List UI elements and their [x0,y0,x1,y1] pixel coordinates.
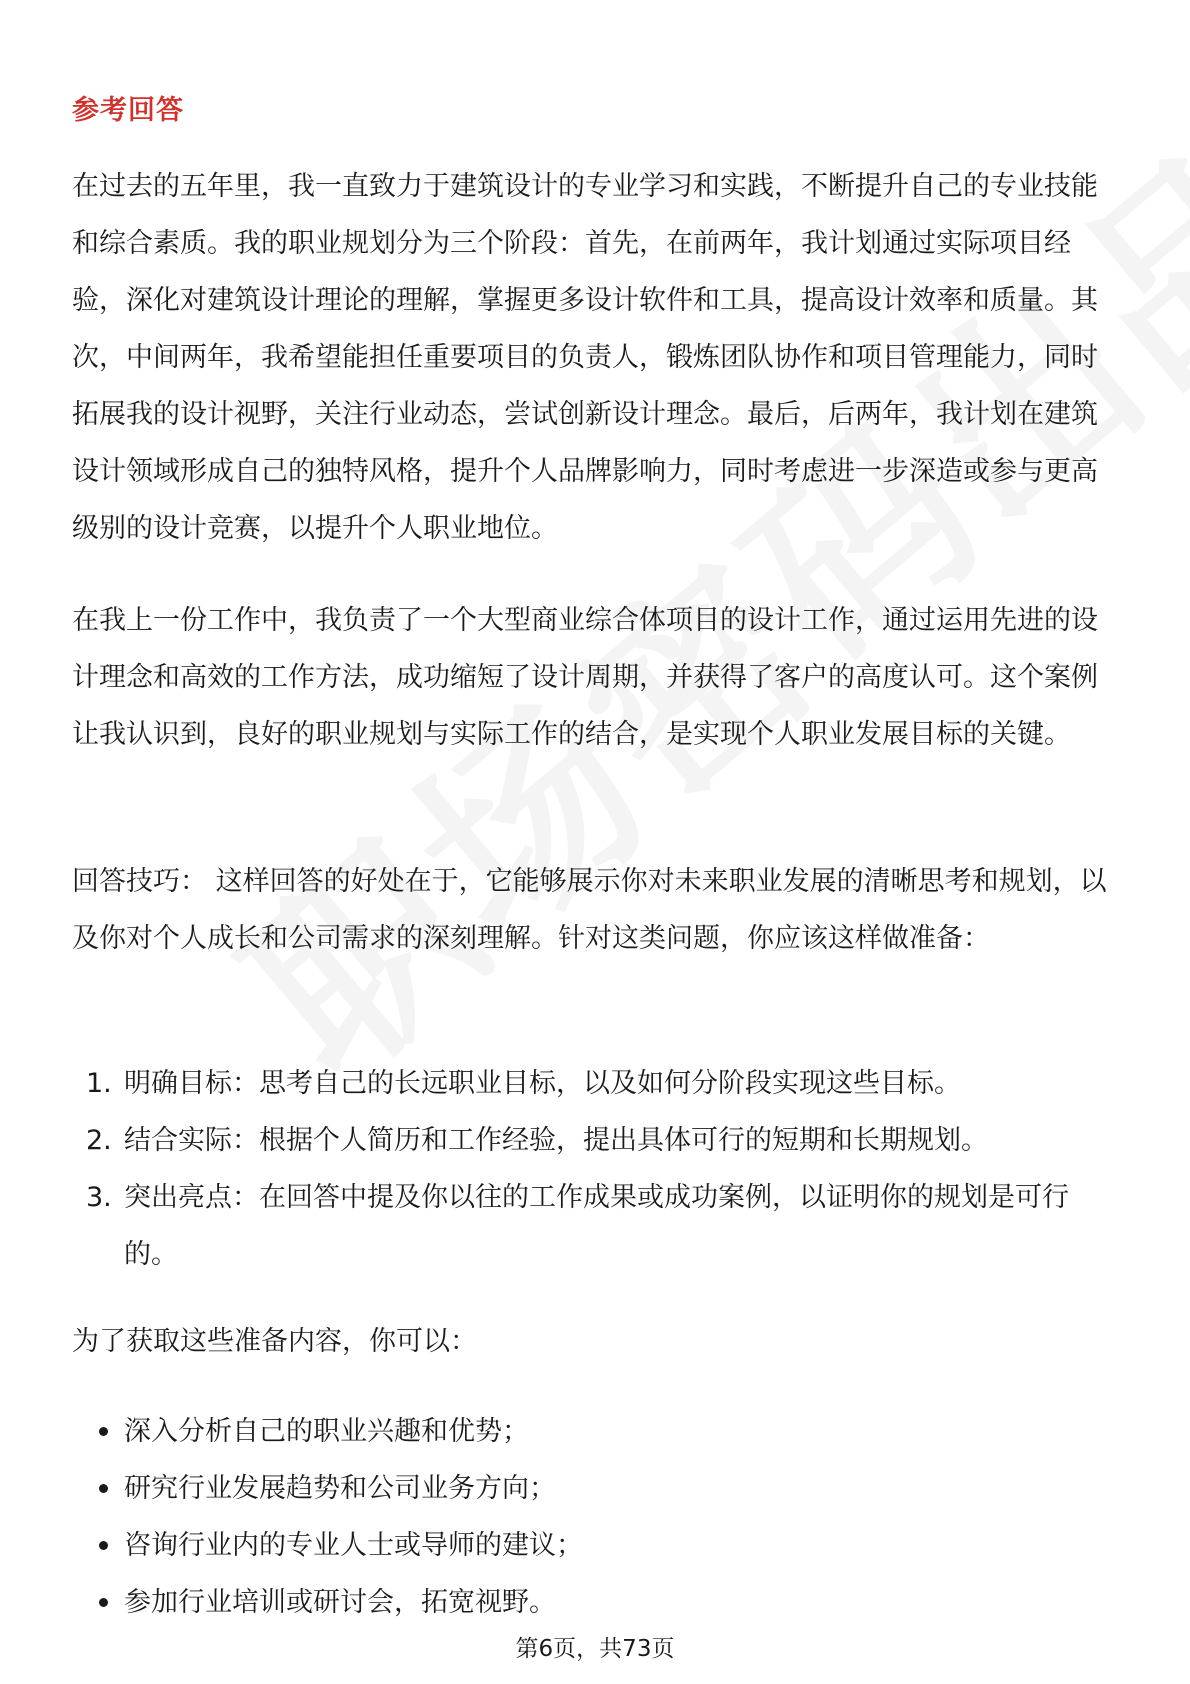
list-item-text: 突出亮点：在回答中提及你以往的工作成果或成功案例，以证明你的规划是可行的。 [124,1182,1069,1270]
list-item [72,1574,1120,1631]
preparation-methods-list [72,1403,1120,1631]
list-number: 1. [86,1068,112,1099]
bullet-icon [99,1484,108,1493]
list-item [72,1055,1120,1112]
list-number: 3. [86,1182,112,1213]
page-number-footer: 第6页，共73页 [515,1636,675,1662]
list-item [72,1112,1120,1169]
list-item-text: 明确目标：思考自己的长远职业目标，以及如何分阶段实现这些目标。 [124,1068,961,1099]
section-heading: 参考回答 [72,95,184,126]
list-item-text: 咨询行业内的专业人士或导师的建议； [124,1530,583,1561]
list-item-text: 深入分析自己的职业兴趣和优势； [124,1416,529,1447]
list-item-text: 参加行业培训或研讨会，拓宽视野。 [124,1587,556,1618]
answer-paragraph-1: 在过去的五年里，我一直致力于建筑设计的专业学习和实践，不断提升自己的专业技能和综合素质。我的职业规划分为三个阶段：首先，在前两年，我计划通过实际项目经验，深化对建筑设计理论的理解，掌握更多设计软件和工具，提高设计效率和质量。其次，中间两年，我希望能担任重要项目的负责人，锻炼团队协作和项目管理能力，同时拓展我的设计视野，关注行业动态，尝试创新设计理念。最后，后两年，我计划在建筑设计领域形成自己的独特风格，提升个人品牌影响力，同时考虑进一步深造或参与更高级别的设计竞赛，以提升个人职业地位。 [72,171,1098,544]
preparation-intro-paragraph: 为了获取这些准备内容，你可以： [72,1326,477,1357]
list-item [72,1460,1120,1517]
bullet-icon [99,1541,108,1550]
list-item [72,1517,1120,1574]
list-item [72,1169,1120,1283]
list-item-text: 研究行业发展趋势和公司业务方向； [124,1473,556,1504]
list-item [72,1403,1120,1460]
answer-paragraph-2: 在我上一份工作中，我负责了一个大型商业综合体项目的设计工作，通过运用先进的设计理念和高效的工作方法，成功缩短了设计周期，并获得了客户的高度认可。这个案例让我认识到，良好的职业规划与实际工作的结合，是实现个人职业发展目标的关键。 [72,605,1098,750]
list-number: 2. [86,1125,112,1156]
bullet-icon [99,1598,108,1607]
tips-paragraph: 回答技巧： 这样回答的好处在于，它能够展示你对未来职业发展的清晰思考和规划，以及你对个人成长和公司需求的深刻理解。针对这类问题，你应该这样做准备： [72,866,1107,954]
bullet-icon [99,1427,108,1436]
preparation-steps-list [72,1055,1120,1283]
list-item-text: 结合实际：根据个人简历和工作经验，提出具体可行的短期和长期规划。 [124,1125,988,1156]
